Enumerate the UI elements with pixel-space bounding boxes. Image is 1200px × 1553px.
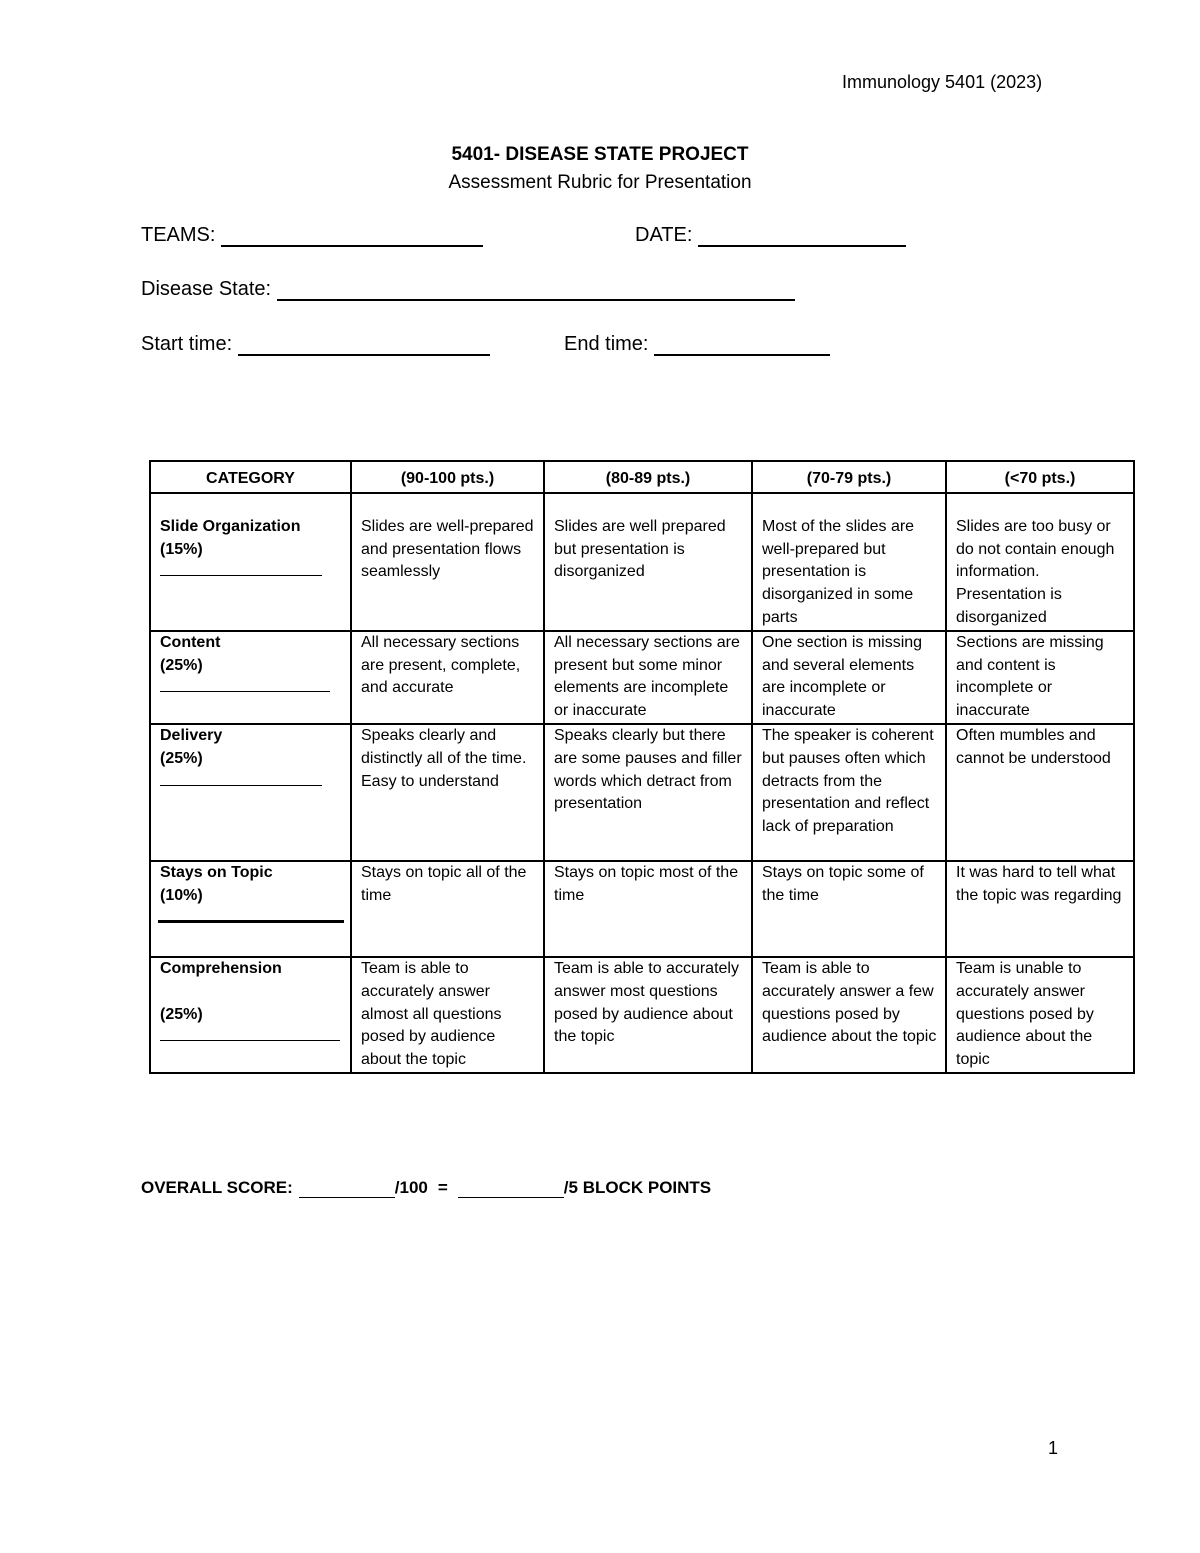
page-title: 5401- DISEASE STATE PROJECT — [451, 144, 749, 165]
header-below-70: (<70 pts.) — [946, 461, 1134, 493]
rubric-cell: Team is able to accurately answer almost all questions posed by audience about the topic — [351, 957, 544, 1073]
rubric-table — [149, 460, 1135, 1074]
category-weight: (25%) — [160, 656, 203, 674]
rubric-cell: Slides are too busy or do not contain enough information. Presentation is disorganized — [946, 493, 1134, 631]
header-70-79: (70-79 pts.) — [752, 461, 946, 493]
rubric-cell: One section is missing and several elements are incomplete or inaccurate — [752, 631, 946, 724]
block-points-label: /5 BLOCK POINTS — [563, 1178, 712, 1197]
table-row — [150, 957, 1134, 1073]
disease-state-input-line[interactable] — [277, 279, 795, 301]
page-number: 1 — [1048, 1438, 1059, 1458]
overall-equals: = — [437, 1178, 448, 1197]
rubric-cell: Sections are missing and content is incomplete or inaccurate — [946, 631, 1134, 724]
rubric-cell: Most of the slides are well-prepared but presentation is disorganized in some parts — [752, 493, 946, 631]
block-points-blank[interactable] — [458, 1183, 564, 1198]
rubric-header-row — [150, 461, 1134, 493]
rubric-cell: Stays on topic all of the time — [351, 861, 544, 957]
category-cell — [150, 957, 351, 1073]
end-time-input-line[interactable] — [654, 334, 830, 356]
table-row — [150, 724, 1134, 861]
table-row — [150, 861, 1134, 957]
score-blank[interactable] — [160, 1026, 340, 1041]
start-time-input-line[interactable] — [238, 334, 490, 356]
rubric-cell: Team is able to accurately answer a few questions posed by audience about the topic — [752, 957, 946, 1073]
category-name: Delivery — [160, 726, 223, 744]
category-cell — [150, 724, 351, 861]
start-time-field — [141, 333, 490, 356]
disease-state-label: Disease State: — [141, 278, 272, 300]
rubric-cell: All necessary sections are present, complete, and accurate — [351, 631, 544, 724]
rubric-cell: Team is able to accurately answer most questions posed by audience about the topic — [544, 957, 752, 1073]
score-blank[interactable] — [160, 771, 322, 786]
category-cell — [150, 493, 351, 631]
category-name: Comprehension — [160, 959, 282, 977]
category-cell — [150, 631, 351, 724]
category-weight: (10%) — [160, 886, 203, 904]
overall-score — [141, 1178, 711, 1198]
end-time-label: End time: — [564, 333, 649, 355]
start-time-label: Start time: — [141, 333, 233, 355]
score-blank[interactable] — [160, 561, 322, 576]
date-label: DATE: — [635, 224, 693, 246]
table-row — [150, 631, 1134, 724]
rubric-cell: Often mumbles and cannot be understood — [946, 724, 1134, 861]
rubric-cell: Stays on topic most of the time — [544, 861, 752, 957]
rubric-cell: Speaks clearly and distinctly all of the time. Easy to understand — [351, 724, 544, 861]
category-name: Stays on Topic — [160, 863, 273, 881]
rubric-cell: Stays on topic some of the time — [752, 861, 946, 957]
teams-field — [141, 224, 483, 247]
date-field — [635, 224, 906, 247]
rubric-cell: Slides are well prepared but presentation is disorganized — [544, 493, 752, 631]
date-input-line[interactable] — [698, 225, 906, 247]
category-name: Slide Organization — [160, 517, 301, 535]
table-row — [150, 493, 1134, 631]
header-90-100: (90-100 pts.) — [351, 461, 544, 493]
teams-label: TEAMS: — [141, 224, 216, 246]
category-weight: (15%) — [160, 540, 203, 558]
rubric-cell: All necessary sections are present but some minor elements are incomplete or inaccurate — [544, 631, 752, 724]
header-category: CATEGORY — [150, 461, 351, 493]
rubric-cell: It was hard to tell what the topic was regarding — [946, 861, 1134, 957]
rubric-cell: Speaks clearly but there are some pauses and filler words which detract from presentation — [544, 724, 752, 861]
category-cell — [150, 861, 351, 957]
overall-out-of: /100 — [394, 1178, 428, 1197]
score-blank[interactable] — [160, 677, 330, 692]
rubric-cell: The speaker is coherent but pauses often which detracts from the presentation and reflect lack of preparation — [752, 724, 946, 861]
rubric-cell: Slides are well-prepared and presentation flows seamlessly — [351, 493, 544, 631]
category-weight: (25%) — [160, 1005, 203, 1023]
end-time-field — [564, 333, 830, 356]
overall-score-label: OVERALL SCORE: — [141, 1178, 293, 1197]
category-name: Content — [160, 633, 221, 651]
course-header: Immunology 5401 (2023) — [842, 72, 1043, 92]
disease-state-field — [141, 278, 795, 301]
rubric-cell: Team is unable to accurately answer questions posed by audience about the topic — [946, 957, 1134, 1073]
page-subtitle: Assessment Rubric for Presentation — [448, 172, 752, 193]
header-80-89: (80-89 pts.) — [544, 461, 752, 493]
overall-score-blank[interactable] — [299, 1183, 395, 1198]
teams-input-line[interactable] — [221, 225, 483, 247]
category-weight: (25%) — [160, 749, 203, 767]
score-blank[interactable] — [158, 908, 344, 923]
